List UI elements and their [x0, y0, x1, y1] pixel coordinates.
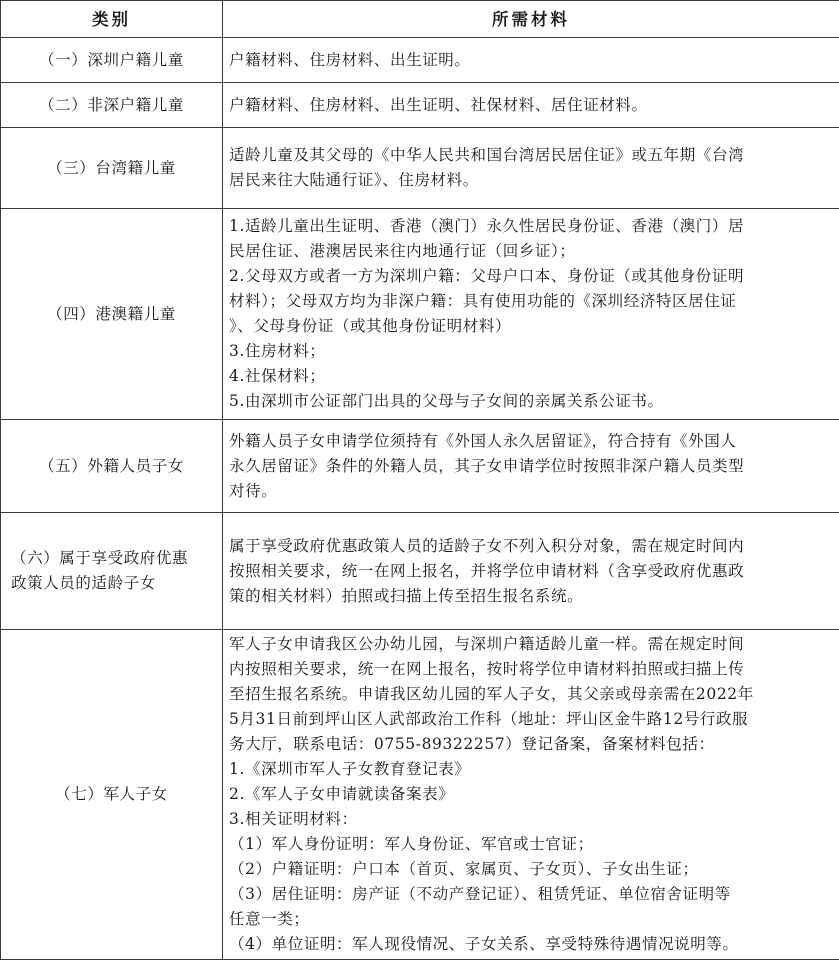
- table-row: [1, 83, 839, 128]
- material-line: 1.适龄儿童出生证明、香港（澳门）永久性居民身份证、香港（澳门）居: [229, 214, 833, 239]
- material-line: 4.社保材料；: [229, 364, 833, 389]
- material-line: 材料）；父母双方均为非深户籍：具有使用功能的《深圳经济特区居住证: [229, 289, 833, 314]
- material-line: 军人子女申请我区公办幼儿园，与深圳户籍适龄儿童一样。需在规定时间: [229, 632, 833, 657]
- material-line: 2.《军人子女申请就读备案表》: [229, 782, 833, 807]
- material-line: 民居住证、港澳居民来往内地通行证（回乡证）；: [229, 239, 833, 264]
- category-line: （六）属于享受政府优惠: [11, 546, 216, 571]
- material-line: 》、父母身份证（或其他身份证明材料）: [229, 314, 833, 339]
- material-line: 2.父母双方或者一方为深圳户籍：父母户口本、身份证（或其他身份证明: [229, 264, 833, 289]
- category-cell: [1, 209, 223, 420]
- category-line: （五）外籍人员子女: [7, 454, 216, 479]
- table-row: [1, 209, 839, 420]
- category-cell: [1, 38, 223, 83]
- category-cell: [1, 630, 223, 960]
- material-line: 永久居留证》条件的外籍人员，其子女申请学位时按照非深户籍人员类型: [229, 454, 833, 479]
- table-row: [1, 128, 839, 209]
- material-line: 外籍人员子女申请学位须持有《外国人永久居留证》，符合持有《外国人: [229, 429, 833, 454]
- material-line: （2）户籍证明：户口本（首页、家属页、子女页）、子女出生证；: [229, 857, 833, 882]
- table-header-row: [1, 1, 839, 38]
- materials-cell: [223, 513, 839, 630]
- category-cell: [1, 128, 223, 209]
- material-line: 户籍材料、住房材料、出生证明。: [229, 48, 833, 73]
- category-line: （七）军人子女: [7, 782, 216, 807]
- material-line: 1.《深圳市军人子女教育登记表》: [229, 757, 833, 782]
- material-line: （3）居住证明：房产证（不动产登记证）、租赁凭证、单位宿舍证明等: [229, 882, 833, 907]
- table-row: [1, 630, 839, 960]
- table-row: [1, 38, 839, 83]
- category-line: （二）非深户籍儿童: [7, 93, 216, 118]
- material-line: 5.由深圳市公证部门出具的父母与子女间的亲属关系公证书。: [229, 389, 833, 414]
- table-row: [1, 420, 839, 513]
- category-line: （一）深圳户籍儿童: [7, 48, 216, 73]
- materials-cell: [223, 128, 839, 209]
- material-line: 内按照相关要求，统一在网上报名，按时将学位申请材料拍照或扫描上传: [229, 657, 833, 682]
- category-line: 政策人员的适龄子女: [11, 571, 216, 596]
- material-line: 5月31日前到坪山区人武部政治工作科（地址：坪山区金牛路12号行政服: [229, 707, 833, 732]
- material-line: 按照相关要求，统一在网上报名，并将学位申请材料（含享受政府优惠政: [229, 559, 833, 584]
- material-line: 务大厅，联系电话：0755-89322257）登记备案，备案材料包括：: [229, 732, 833, 757]
- materials-cell: [223, 38, 839, 83]
- category-line: （四）港澳籍儿童: [7, 302, 216, 327]
- material-line: 策的相关材料）拍照或扫描上传至招生报名系统。: [229, 584, 833, 609]
- material-line: 适龄儿童及其父母的《中华人民共和国台湾居民居住证》或五年期《台湾: [229, 143, 833, 168]
- table-row: [1, 513, 839, 630]
- category-line: （三）台湾籍儿童: [7, 156, 216, 181]
- material-line: 3.住房材料；: [229, 339, 833, 364]
- material-line: 属于享受政府优惠政策人员的适龄子女不列入积分对象，需在规定时间内: [229, 534, 833, 559]
- header-materials: 所需材料: [223, 1, 839, 38]
- category-cell: [1, 420, 223, 513]
- materials-cell: [223, 83, 839, 128]
- header-category: 类别: [1, 1, 223, 38]
- materials-cell: [223, 209, 839, 420]
- material-line: 任意一类；: [229, 907, 833, 932]
- material-line: 3.相关证明材料：: [229, 807, 833, 832]
- category-cell: [1, 513, 223, 630]
- material-line: 对待。: [229, 479, 833, 504]
- category-cell: [1, 83, 223, 128]
- material-line: 户籍材料、住房材料、出生证明、社保材料、居住证材料。: [229, 93, 833, 118]
- material-line: 居民来往大陆通行证》、住房材料。: [229, 168, 833, 193]
- materials-cell: [223, 420, 839, 513]
- material-line: （4）单位证明：军人现役情况、子女关系、享受特殊待遇情况说明等。: [229, 932, 833, 957]
- material-line: 至招生报名系统。申请我区幼儿园的军人子女，其父亲或母亲需在2022年: [229, 682, 833, 707]
- material-line: （1）军人身份证明：军人身份证、军官或士官证；: [229, 832, 833, 857]
- materials-cell: [223, 630, 839, 960]
